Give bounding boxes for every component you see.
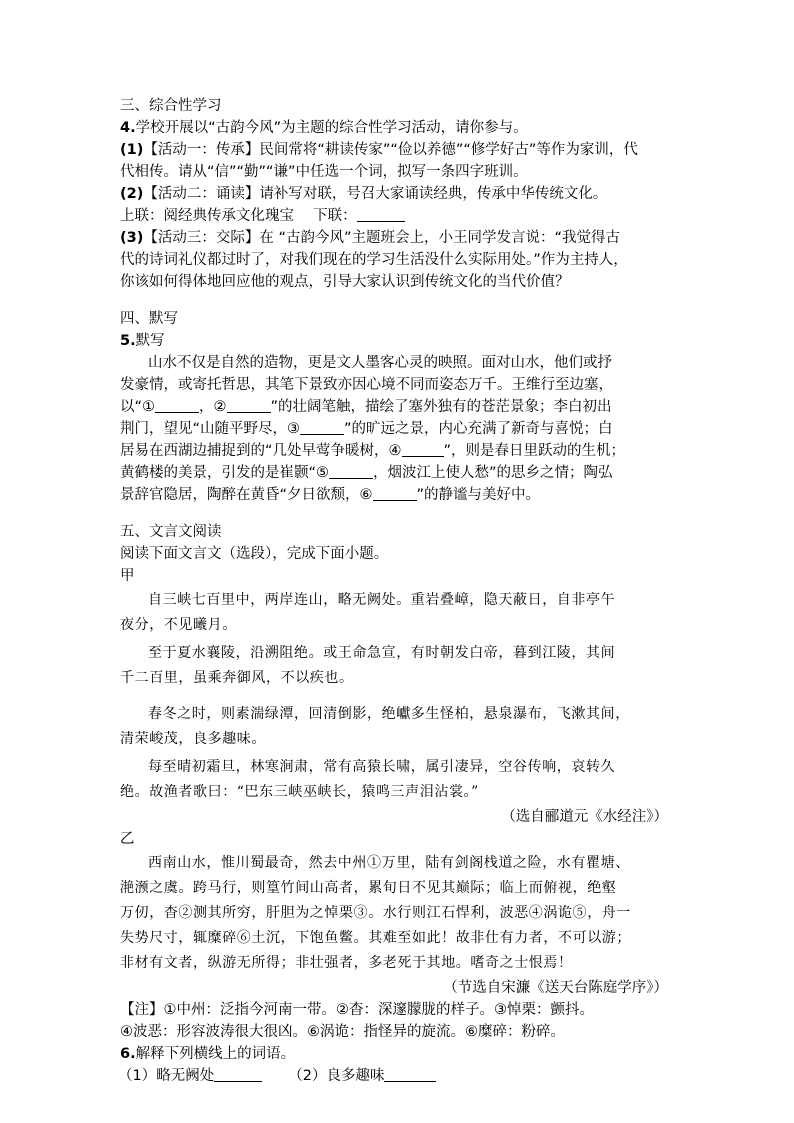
passage-jia-line3: 至于夏水襄陵，沿溯阻绝。或王命急宣，有时朝发白帝，暮到江陵，其间 (148, 645, 616, 661)
dictation-line2: 发豪情，或寄托哲思，其笔下景致亦因心境不同而姿态万千。王维行至边塞， (120, 377, 613, 393)
text-span: ”的静谧与美好中。 (416, 487, 541, 503)
q6-blank-1[interactable] (214, 1066, 262, 1082)
text-span: ”的旷远之景，内心充满了新奇与喜悦；白 (344, 421, 613, 437)
dictation-line6 (120, 462, 613, 484)
dictation-line5 (120, 440, 625, 462)
activity-3-line3: 你该如何得体地回应他的观点，引导大家认识到传统文化的当代价值？ (120, 274, 570, 290)
section3-heading: 三、综合性学习 (120, 98, 222, 114)
dictation-line4 (120, 418, 613, 440)
passage-jia-line8: 绝。故渔者歌曰：“巴东三峡巫峡长，猿鸣三声泪沾裳。” (120, 784, 479, 800)
activity-1-text: 【活动一：传承】民间常将“耕读传家”“俭以养德”“修学好古”等作为家训，代 (143, 142, 638, 158)
activity-2-number: (2) (120, 186, 144, 202)
q5-title: 默写 (135, 333, 165, 349)
section5-heading: 五、文言文阅读 (120, 524, 222, 540)
dictation-line1: 山水不仅是自然的造物，更是文人墨客心灵的映照。面对山水，他们或抒 (148, 355, 612, 371)
q5-number: 5. (120, 333, 136, 349)
passage-jia-source: （选自郦道元《水经注》） (501, 809, 668, 825)
activity-3-line1 (120, 227, 620, 249)
q6-item1: （1）略无阙处 (118, 1068, 215, 1084)
text-span: ”的壮阔笔触，描绘了塞外独有的苍茫景象；李白初出 (270, 399, 612, 415)
couplet-text: 上联：阅经典传承文化瑰宝 下联： (120, 208, 357, 224)
section4-heading: 四、默写 (120, 311, 178, 327)
passage-jia-line5: 春冬之时，则素湍绿潭，回清倒影，绝巘多生怪柏，悬泉瀑布，飞漱其间， (148, 706, 630, 722)
q6-item2: （2）良多趣味 (288, 1068, 385, 1084)
passage-yi-label: 乙 (120, 831, 135, 847)
text-span: ，② (199, 399, 227, 415)
text-span: 居易在西湖边捕捉到的“几处早莺争暖树，④ (120, 443, 402, 459)
activity-1-line2: 代相传。请从“信”“勤”“谦”中任选一个词，拟写一条四字班训。 (120, 164, 528, 180)
q4-number: 4. (120, 120, 136, 136)
blank-6[interactable] (373, 485, 417, 501)
text-span: 以“① (120, 399, 156, 415)
activity-2-line2 (120, 205, 405, 227)
dictation-line7 (120, 484, 540, 506)
blank-1[interactable] (155, 397, 199, 413)
blank-2[interactable] (227, 397, 271, 413)
question-6 (120, 1043, 295, 1065)
activity-3-line2: 代的诗词礼仪都过时了，对我们现在的学习生活没什么实际用处。”作为主持人， (120, 252, 628, 268)
q6-number: 6. (120, 1046, 136, 1062)
activity-1-number: (1) (120, 142, 144, 158)
activity-2-text: 【活动二：诵读】请补写对联，号召大家诵读经典，传承中华传统文化。 (143, 186, 608, 202)
passage-jia-line1: 自三峡七百里中，两岸连山，略无阙处。重岩叠嶂，隐天蔽日，自非亭午 (148, 592, 616, 608)
annotation-line2: ④波恶：形容波涛很大很凶。⑥涡诡：指怪异的旋流。⑥糜碎：粉碎。 (120, 1024, 565, 1040)
blank-5[interactable] (329, 463, 373, 479)
passage-yi-line4: 失势尺寸，辄糜碎⑥土沉，下饱鱼鳖。其难至如此！故非仕有力者，不可以游； (120, 930, 631, 946)
question-4 (120, 117, 528, 139)
passage-jia-line6: 清荣峻茂，良多趣味。 (120, 731, 266, 747)
annotation-line1: 【注】①中州：泛指今河南一带。②杳：深邃朦胧的样子。③悼栗：颤抖。 (120, 1002, 594, 1018)
text-span: 荆门，望见“山随平野尽，③ (120, 421, 301, 437)
q6-stem: 解释下列横线上的词语。 (135, 1046, 296, 1062)
passage-jia-line7: 每至晴初霜旦，林寒涧肃，常有高猿长啸，属引凄异，空谷传响，哀转久 (148, 759, 616, 775)
activity-2-line1 (120, 183, 607, 205)
passage-yi-source: （节选自宋濂《送天台陈庭学序》） (443, 980, 668, 996)
text-span: 景辞官隐居，陶醉在黄昏“夕日欲颓，⑥ (120, 487, 373, 503)
text-span: 黄鹤楼的美景，引发的是崔颢“⑤ (120, 465, 330, 481)
text-span: ，烟波江上使人愁”的思乡之情；陶弘 (373, 465, 613, 481)
passage-jia-line4: 千二百里，虽乘奔御风，不以疾也。 (120, 670, 354, 686)
activity-3-text: 【活动三：交际】在 “古韵今风”主题班会上，小王同学发言说：“我觉得古 (143, 230, 620, 246)
question-5 (120, 330, 165, 352)
activity-1-line1 (120, 139, 638, 161)
passage-yi-line1: 西南山水，惟川蜀最奇，然去中州①万里，陆有剑阁栈道之险，水有瞿塘、 (148, 855, 630, 871)
activity-3-number: (3) (120, 230, 144, 246)
blank-4[interactable] (402, 441, 444, 457)
blank-3[interactable] (300, 419, 344, 435)
q6-blank-2[interactable] (384, 1066, 436, 1082)
passage-yi-line5: 非材有文者，纵游无所得；非壮强者，多老死于其地。嗜奇之士恨焉！ (120, 955, 573, 971)
passage-jia-label: 甲 (120, 568, 135, 584)
question-6-items (118, 1065, 436, 1087)
answer-blank[interactable] (357, 206, 405, 222)
dictation-line3 (120, 396, 612, 418)
reading-intro: 阅读下面文言文（选段），完成下面小题。 (120, 546, 389, 562)
passage-yi-line2: 滟滪之虞。跨马行，则篁竹间山高者，累旬日不见其巅际；临上而俯视，绝壑 (120, 880, 617, 896)
passage-jia-line2: 夜分，不见曦月。 (120, 617, 237, 633)
text-span: ”，则是春日里跃动的生机； (443, 443, 626, 459)
passage-yi-line3: 万仞，杳②测其所穷，肝胆为之悼栗③。水行则江石悍利，波恶④涡诡⑤，舟一 (120, 905, 631, 921)
q4-stem: 学校开展以“古韵今风”为主题的综合性学习活动，请你参与。 (135, 120, 528, 136)
